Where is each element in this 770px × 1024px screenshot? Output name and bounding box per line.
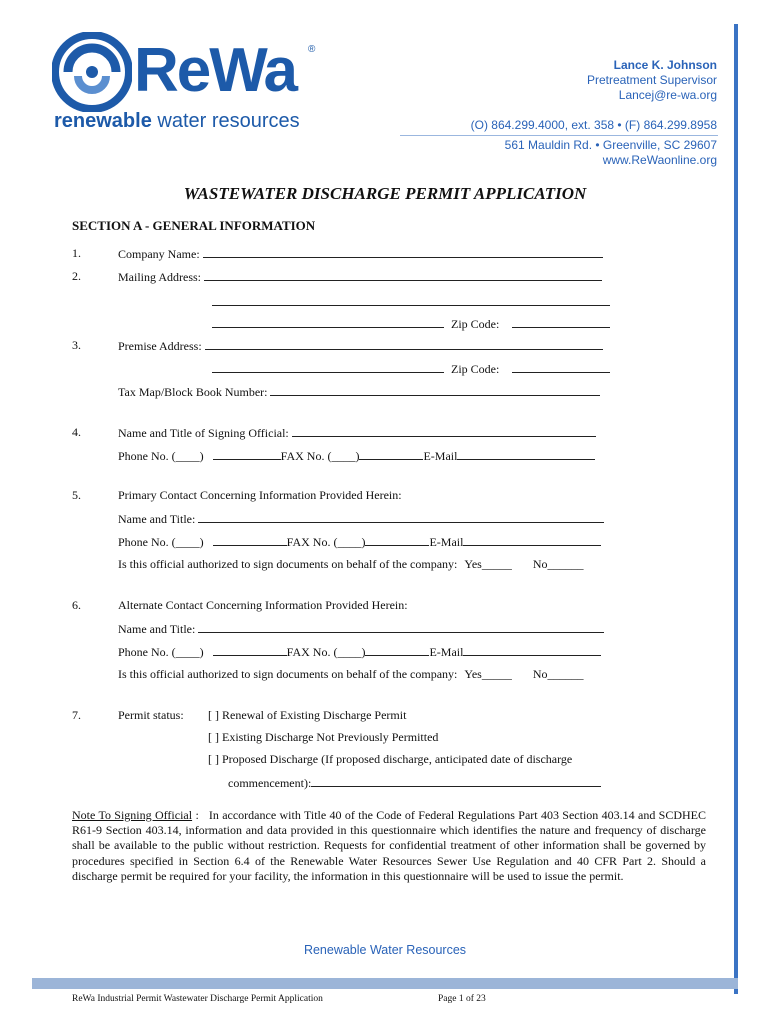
contact-email[interactable]: Lancej@re-wa.org: [618, 88, 717, 102]
logo-registered: ®: [308, 44, 316, 55]
tax-map-input[interactable]: [270, 384, 600, 396]
phone-label: Phone No. (____): [118, 449, 204, 463]
premise-zip-row: [212, 361, 610, 377]
mailing-address-line2: [212, 294, 610, 310]
zip-label: Zip Code:: [451, 362, 500, 376]
permit-option-existing[interactable]: [ ] Existing Discharge Not Previously Permitted: [208, 730, 439, 744]
signing-official-input[interactable]: [292, 425, 596, 437]
contact-title: Pretreatment Supervisor: [586, 73, 717, 87]
contact-block: [587, 58, 717, 103]
commencement-row: [228, 775, 601, 791]
premise-address-label: Premise Address:: [118, 339, 202, 353]
logo-name: ReWa: [134, 36, 296, 105]
email-input[interactable]: [463, 534, 601, 546]
phone-input[interactable]: [213, 448, 281, 460]
permit-option-proposed[interactable]: [ ] Proposed Discharge (If proposed discharge, anticipated date of discharge: [208, 752, 573, 766]
item-number: 2.: [72, 269, 81, 283]
company-name-label: Company Name:: [118, 247, 200, 261]
alternate-contact-heading: Alternate Contact Concerning Information Provided Herein:: [118, 598, 408, 612]
note-text: In accordance with Title 40 of the Code of Federal Regulations Part 403 Section 403.14 and SCDHEC R61-9 Section 403.14, information and data provided in this questionnaire which identifies the nature and frequency of discharge shall be available to the public without restriction. Requests for confidential treatment of other information shall be governed by procedures specified in Section 6.4 of the Renewable Water Resources Sewer Use Regulation and 40 CFR Part 2. Should a discharge permit be required for your facility, the information in this questionnaire will be used to issue the permit.: [72, 808, 707, 883]
primary-contact-heading: Primary Contact Concerning Information Provided Herein:: [118, 488, 402, 502]
logo-tagline-bold: renewable: [54, 110, 152, 132]
premise-address-input[interactable]: [205, 338, 603, 350]
alternate-phone-row: [118, 644, 601, 660]
footer-band: [32, 978, 738, 989]
footer-org: Renewable Water Resources: [303, 943, 467, 957]
contact-name: Lance K. Johnson: [613, 58, 717, 72]
authorized-question: Is this official authorized to sign documents on behalf of the company:: [118, 557, 458, 571]
signing-official-row: [118, 425, 596, 441]
item-number: 5.: [72, 488, 81, 502]
note-label: Note To Signing Official: [72, 808, 193, 822]
mailing-address-input[interactable]: [204, 269, 602, 281]
contact-website[interactable]: www.ReWaonline.org: [602, 153, 717, 167]
yes-option[interactable]: Yes_____: [464, 667, 512, 681]
tax-map-label: Tax Map/Block Book Number:: [118, 385, 268, 399]
document-title: WASTEWATER DISCHARGE PERMIT APPLICATION: [183, 184, 587, 203]
commencement-input[interactable]: [311, 775, 601, 787]
rewa-logo: [52, 30, 322, 135]
fax-label: FAX No. (____): [286, 535, 366, 549]
primary-name-row: [118, 511, 604, 527]
official-phone-row: [118, 448, 595, 464]
authorized-question: Is this official authorized to sign documents on behalf of the company:: [118, 667, 458, 681]
contact-address: 561 Mauldin Rd. • Greenville, SC 29607: [504, 138, 717, 152]
primary-authorized-row: [118, 557, 584, 572]
contact-address-block: [505, 138, 717, 168]
note-colon: :: [195, 808, 199, 822]
contact-phone: (O) 864.299.4000, ext. 358 • (F) 864.299.8958: [470, 118, 717, 132]
header-rule: [400, 135, 718, 136]
email-input[interactable]: [457, 448, 595, 460]
no-option[interactable]: No______: [532, 557, 584, 571]
logo-tagline: [54, 110, 300, 133]
item-number: 3.: [72, 338, 81, 352]
no-option[interactable]: No______: [532, 667, 584, 681]
mailing-address-input-2[interactable]: [212, 294, 610, 306]
tax-map-row: [118, 384, 600, 400]
phone-input[interactable]: [213, 534, 287, 546]
name-title-label: Name and Title:: [118, 512, 196, 526]
commencement-label: commencement):: [228, 776, 312, 790]
item-number: 6.: [72, 598, 81, 612]
alternate-name-input[interactable]: [198, 621, 604, 633]
mailing-zip-row: [212, 316, 610, 332]
phone-label: Phone No. (____): [118, 645, 204, 659]
signing-official-label: Name and Title of Signing Official:: [118, 426, 289, 440]
primary-phone-row: [118, 534, 601, 550]
mailing-address-label: Mailing Address:: [118, 270, 201, 284]
email-label: E-Mail: [429, 535, 464, 549]
company-name-row: [118, 246, 603, 262]
fax-input[interactable]: [359, 448, 423, 460]
footer-page-number: Page 1 of 23: [438, 994, 486, 1004]
zip-label: Zip Code:: [451, 317, 500, 331]
company-name-input[interactable]: [203, 246, 603, 258]
alternate-name-row: [118, 621, 604, 637]
email-label: E-Mail: [429, 645, 464, 659]
mailing-city-input[interactable]: [212, 316, 444, 328]
fax-label: FAX No. (____): [280, 449, 360, 463]
yes-option[interactable]: Yes_____: [464, 557, 512, 571]
item-number: 7.: [72, 708, 81, 722]
email-input[interactable]: [463, 644, 601, 656]
mailing-zip-input[interactable]: [512, 316, 610, 328]
footer-doc-name: ReWa Industrial Permit Wastewater Discharge Permit Application: [72, 994, 323, 1004]
email-label: E-Mail: [423, 449, 458, 463]
signing-note: [72, 808, 706, 884]
fax-label: FAX No. (____): [286, 645, 366, 659]
item-number: 1.: [72, 246, 81, 260]
primary-name-input[interactable]: [198, 511, 604, 523]
section-heading: SECTION A - GENERAL INFORMATION: [72, 218, 316, 233]
premise-zip-input[interactable]: [512, 361, 610, 373]
right-accent-bar: [734, 24, 738, 994]
alternate-authorized-row: [118, 667, 584, 682]
logo-tagline-rest: water resources: [157, 110, 300, 132]
rewa-swirl-icon: [52, 32, 132, 112]
permit-status-label: Permit status:: [118, 708, 184, 722]
mailing-address-row: [118, 269, 602, 285]
phone-label: Phone No. (____): [118, 535, 204, 549]
name-title-label: Name and Title:: [118, 622, 196, 636]
item-number: 4.: [72, 425, 81, 439]
premise-city-input[interactable]: [212, 361, 444, 373]
premise-address-row: [118, 338, 603, 354]
fax-input[interactable]: [365, 534, 429, 546]
fax-input[interactable]: [365, 644, 429, 656]
phone-input[interactable]: [213, 644, 287, 656]
logo-wordmark: [134, 36, 296, 106]
permit-option-renewal[interactable]: [ ] Renewal of Existing Discharge Permit: [208, 708, 407, 722]
